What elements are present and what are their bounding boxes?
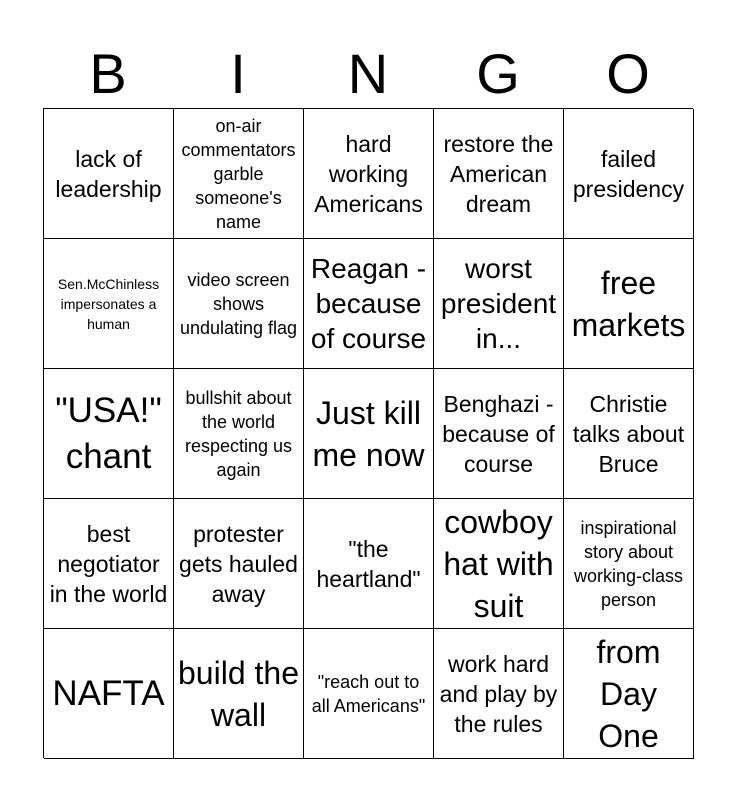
cell-text: best negotiator in the world — [49, 520, 168, 607]
header-letter-n: N — [347, 42, 389, 105]
cell-text: Sen.McChinless impersonates a human — [57, 275, 160, 332]
cell-text: worst president in... — [440, 253, 557, 354]
bingo-cell[interactable] — [44, 499, 174, 629]
bingo-cell[interactable] — [564, 109, 694, 239]
bingo-cell[interactable] — [564, 629, 694, 759]
bingo-cell[interactable] — [434, 109, 564, 239]
cell-text: hard working Americans — [314, 130, 423, 217]
cell-text: on-air commentators garble someone's name — [181, 115, 296, 232]
cell-text: inspirational story about working-class person — [573, 517, 684, 610]
cell-text: "the heartland" — [316, 535, 421, 592]
cell-text: build the wall — [178, 654, 299, 733]
bingo-cell[interactable] — [564, 499, 694, 629]
bingo-cell[interactable] — [434, 629, 564, 759]
bingo-cell[interactable] — [434, 239, 564, 369]
cell-text: cowboy hat with suit — [443, 503, 554, 624]
bingo-cell[interactable] — [564, 239, 694, 369]
bingo-cell[interactable] — [304, 369, 434, 499]
bingo-cell[interactable] — [174, 109, 304, 239]
bingo-header — [43, 40, 693, 108]
header-letter-i: I — [230, 42, 246, 105]
cell-text: video screen shows undulating flag — [179, 269, 298, 338]
cell-text: "reach out to all Americans" — [311, 671, 426, 716]
bingo-cell[interactable] — [304, 499, 434, 629]
bingo-cell[interactable] — [434, 369, 564, 499]
cell-text: from Day One — [596, 633, 661, 754]
cell-text: bullshit about the world respecting us again — [184, 387, 293, 480]
cell-text: Just kill me now — [312, 394, 425, 473]
cell-text: free markets — [571, 264, 686, 343]
bingo-cell[interactable] — [44, 109, 174, 239]
cell-text: protester gets hauled away — [179, 520, 298, 607]
cell-text: Benghazi - because of course — [442, 390, 555, 477]
bingo-cell[interactable] — [174, 629, 304, 759]
cell-text: NAFTA — [52, 673, 165, 713]
bingo-cell[interactable] — [174, 369, 304, 499]
header-letter-g: G — [476, 42, 520, 105]
header-letter-b: B — [89, 42, 127, 105]
cell-text: Christie talks about Bruce — [572, 390, 685, 477]
bingo-cell[interactable] — [304, 629, 434, 759]
bingo-cell[interactable] — [44, 239, 174, 369]
bingo-cell[interactable] — [304, 109, 434, 239]
bingo-cell[interactable] — [44, 369, 174, 499]
cell-text: "USA!" chant — [55, 390, 162, 476]
header-letter-o: O — [606, 42, 650, 105]
bingo-cell[interactable] — [564, 369, 694, 499]
bingo-cell[interactable] — [434, 499, 564, 629]
bingo-cell[interactable] — [174, 239, 304, 369]
cell-text: work hard and play by the rules — [439, 650, 558, 737]
bingo-cell[interactable] — [44, 629, 174, 759]
bingo-cell[interactable] — [304, 239, 434, 369]
bingo-cell[interactable] — [174, 499, 304, 629]
cell-text: failed presidency — [572, 145, 685, 202]
bingo-board — [43, 108, 693, 758]
cell-text: lack of leadership — [55, 145, 162, 202]
cell-text: Reagan - because of course — [310, 253, 427, 354]
cell-text: restore the American dream — [443, 130, 554, 217]
